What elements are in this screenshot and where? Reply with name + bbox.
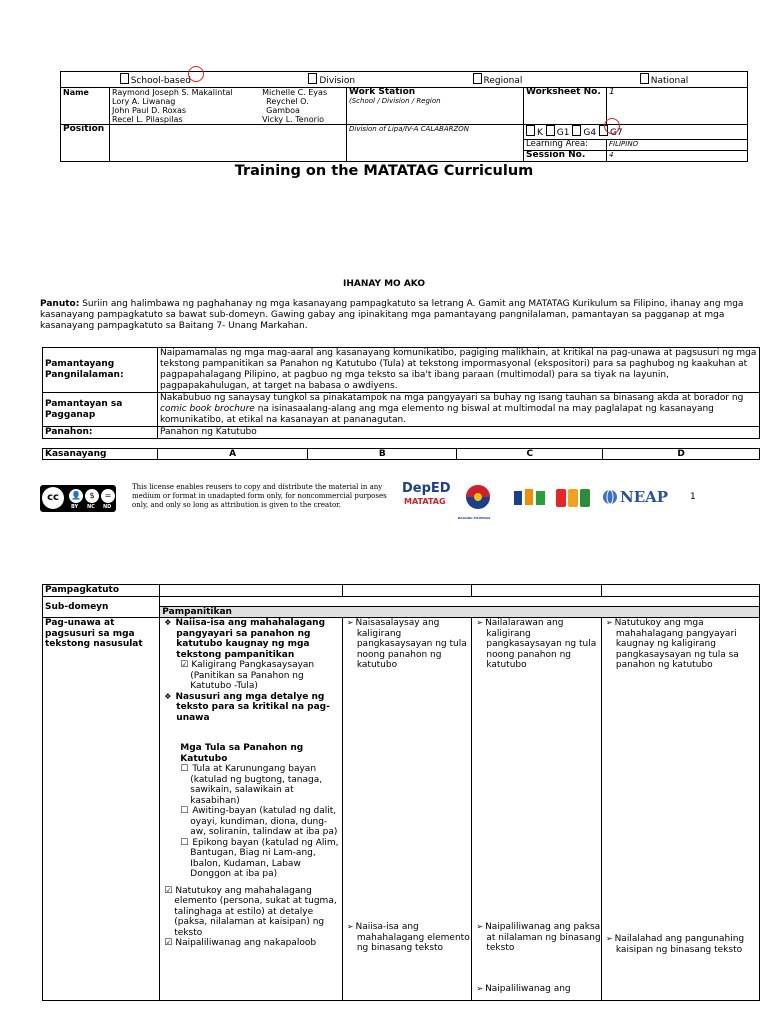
name-entry: Recel L. Pilaspilas	[112, 115, 183, 124]
session-label: Session No.	[524, 151, 607, 162]
grade-g1[interactable]: G1	[546, 128, 570, 138]
work-station-cell	[347, 88, 524, 125]
competency-item: ❖ Naiisa-isa ang mahahalagang pangyayari sa panahon ng katutubo kaugnay ng mga tekstong pampanitikan	[162, 618, 340, 660]
work-station-value[interactable]: Division of Lipa/IV-A CALABARZON	[347, 125, 524, 162]
checkbox-icon	[546, 125, 555, 136]
table-row	[43, 427, 760, 439]
column-header-a: A	[158, 449, 308, 460]
column-b-cell[interactable]	[342, 618, 472, 1001]
learning-area-label: Learning Area:	[524, 140, 607, 151]
instructions	[40, 299, 752, 332]
annotation-circle	[604, 118, 620, 134]
table-row	[43, 596, 760, 618]
standard-label: Panahon:	[43, 427, 158, 439]
grade-g4[interactable]: G4	[572, 128, 596, 138]
column-header-b: B	[308, 449, 457, 460]
kasanayan-header	[42, 448, 760, 460]
checkbox-icon	[526, 125, 535, 136]
standard-text: Naipamamalas ng mga mag-aaral ang kasanayang komunikatibo, pagiging malikhain, at kritikal na pag-unawa at pagsusuri ng mga tekstong pampanitikan sa Panahon ng Katutubo (Tula) at tekstong impormasyonal (ekspositori) para sa paghubog ng kaakuhan at pagpapahalagang Pilipino, at pagbuo ng mga teksto sa iba't ibang paraan (multimodal) para sa tiyak na layunin, pagpapakahulugan, at target na babasa o awdiyens.	[158, 348, 760, 393]
competency-item: ➢ Nailalahad ang pangunahing kaisipan ng binasang teksto	[604, 934, 760, 955]
names-col1	[112, 88, 262, 124]
bld-logo	[554, 487, 592, 509]
table-cell	[160, 585, 343, 597]
table-cell	[601, 585, 759, 597]
checkbox-icon	[572, 125, 581, 136]
checkbox-icon	[120, 73, 129, 84]
level-row	[61, 72, 748, 88]
subdomain-value: Pampanitikan	[160, 606, 759, 618]
nd-icon: =	[100, 488, 116, 504]
column-header-d: D	[603, 449, 760, 460]
position-label: Position	[61, 125, 110, 162]
standard-text: Nakabubuo ng sanaysay tungkol sa pinakatampok na mga pangyayari sa buhay ng isang tauhan sa binasang akda at borador ng comic book brochure na isinasaalang-alang ang mga elemento ng biswal at multimodal na may paglalapat ng kasanayang komunikatibo, at etikal na kasanayan at pananagutan.	[158, 393, 760, 427]
grade-row	[524, 125, 748, 140]
competency-item: ➢ Nailalarawan ang kaligirang pangkasaysayan ng tula noong panahon ng katutubo	[474, 618, 599, 671]
matatag-logo: MATATAG	[404, 497, 446, 506]
bfd-logo	[512, 487, 548, 509]
tula-item: ☐ Tula at Karunungang bayan (katulad ng bugtong, tanaga, sawikain, salawikain at kasabihan)	[162, 764, 340, 806]
column-header-c: C	[457, 449, 603, 460]
work-station-hint: (School / Division / Region	[349, 97, 441, 105]
standard-label: Pamantayan sa Pagganap	[43, 393, 158, 427]
instructions-label: Panuto:	[40, 299, 80, 309]
cc-icon: cc	[42, 487, 64, 509]
deped-logo: DepED	[402, 481, 451, 496]
learning-area-value[interactable]: FILIPINO	[607, 140, 748, 151]
by-icon: 👤	[68, 488, 84, 504]
table-cell	[472, 585, 602, 597]
checkbox-icon	[640, 73, 649, 84]
level-school-based[interactable]: School-based	[120, 73, 191, 86]
annotation-circle	[188, 66, 204, 82]
subdomain-cell	[160, 596, 760, 618]
worksheet-label: Worksheet No.	[524, 88, 607, 125]
competency-subitem: ☑ Kaligirang Pangkasaysayan (Panitikan sa Panahon ng Katutubo -Tula)	[162, 660, 340, 692]
name-entry: John Paul D. Roxas	[112, 106, 187, 115]
row-label-pampagkatuto: Pampagkatuto	[43, 585, 160, 597]
competency-item: ➢ Naiisa-isa ang mahahalagang elemento ng binasang teksto	[345, 922, 473, 954]
by-label: BY	[71, 504, 79, 510]
name-entry: Vicky L. Tenorio	[262, 115, 325, 124]
column-c-cell[interactable]	[472, 618, 602, 1001]
license-text: This license enables reusers to copy and distribute the material in any medium or format in unadapted form only, for noncommercial purposes only, and only so long as attribution is given to the creator.	[132, 483, 387, 509]
neap-globe-icon	[602, 489, 618, 505]
session-value[interactable]: 4	[607, 151, 748, 162]
worksheet-value[interactable]: 1	[607, 88, 748, 125]
checkbox-icon	[473, 73, 482, 84]
checked-item: ☑ Naipaliliwanag ang nakapaloob	[162, 938, 340, 949]
tula-item: ☐ Awiting-bayan (katulad ng dalit, oyayi, kundiman, diona, dung-aw, soliranin, talindaw at iba pa)	[162, 806, 340, 838]
license-footer	[40, 483, 740, 523]
level-regional[interactable]: Regional	[473, 73, 523, 86]
section-title: IHANAY MO AKO	[342, 279, 426, 289]
competency-item: ➢ Naisasalaysay ang kaligirang pangkasaysayan ng tula noong panahon ng katutubo	[345, 618, 470, 671]
competency-item: ➢ Natutukoy ang mga mahahalagang pangyayari kaugnay ng kaligirang pangkasaysayan ng tula sa panahon ng katutubo	[604, 618, 757, 671]
grade-g7[interactable]: G7	[599, 128, 623, 138]
grade-k[interactable]: K	[526, 128, 543, 138]
neap-logo: NEAP	[620, 488, 669, 506]
tula-item: ☐ Epikong bayan (katulad ng Alim, Bantugan, Biag ni Lam-ang, Ibalon, Kudaman, Labaw Donggon at iba pa)	[162, 838, 340, 880]
names-col2	[262, 88, 344, 124]
nd-label: ND	[103, 504, 112, 510]
competency-table	[42, 584, 760, 1001]
page-title: Training on the MATATAG Curriculum	[234, 163, 534, 179]
nc-label: NC	[87, 504, 95, 510]
level-national[interactable]: National	[640, 73, 689, 86]
work-station-label: Work Station	[349, 87, 416, 97]
table-cell	[342, 585, 472, 597]
table-row	[43, 348, 760, 393]
checked-item: ☑ Natutukoy ang mahahalagang elemento (persona, sukat at tugma, talinghaga at estilo) at detalye (paksa, nilalaman at kaisipan) ng teksto	[162, 886, 340, 939]
header-form	[60, 71, 748, 162]
instructions-text: Suriin ang halimbawa ng paghahanay ng mga kasanayang pampagkatuto sa letrang A. Gamit ang MATATAG Kurikulum sa Filipino, ihanay ang mga kasanayang pampagkatuto sa bawat sub-domeyn. Gawing gabay ang ipinakitang mga pamantayang pangnilalaman, pamantayan sa pagganap at mga kasanayang pampagkatuto sa Baitang 7- Unang Markahan.	[40, 299, 744, 331]
cc-license-badge[interactable]	[40, 485, 116, 512]
row-label-domain: Pag-unawa at pagsusuri sa mga tekstong nasusulat	[43, 618, 160, 1001]
tula-heading: Mga Tula sa Panahon ng Katutubo	[180, 743, 304, 764]
table-row	[43, 393, 760, 427]
table-row	[43, 585, 760, 597]
name-entry: Reychel O. Gamboa	[266, 97, 309, 115]
name-entry: Michelle C. Eyas	[262, 88, 328, 97]
competency-item: ❖ Nasusuri ang mga detalye ng teksto para sa kritikal na pag-unawa	[162, 692, 340, 724]
subdomain-label: Sub-domeyn	[43, 596, 160, 618]
competency-item: ➢ Naipaliliwanag ang paksa at nilalaman ng binasang teksto	[474, 922, 602, 954]
column-d-cell[interactable]	[601, 618, 759, 1001]
names[interactable]	[110, 88, 347, 125]
name-entry: Raymond Joseph S. Makalintal	[112, 88, 233, 97]
nc-icon: $	[84, 488, 100, 504]
bagong-pilipinas-text: BAGONG PILIPINAS	[458, 516, 491, 520]
level-division[interactable]: Division	[308, 73, 355, 86]
table-row	[43, 618, 760, 1001]
standards-table	[42, 347, 760, 439]
name-label: Name	[61, 88, 110, 125]
checkbox-icon	[308, 73, 317, 84]
kasanayan-label: Kasanayang	[43, 449, 158, 460]
page-number: 1	[690, 492, 696, 502]
column-a-cell[interactable]	[160, 618, 343, 1001]
name-entry: Lory A. Liwanag	[112, 97, 176, 106]
standard-label: Pamantayang Pangnilalaman:	[43, 348, 158, 393]
position-value[interactable]	[110, 125, 347, 162]
standard-text: Panahon ng Katutubo	[158, 427, 760, 439]
competency-item: ➢ Naipaliliwanag ang	[474, 984, 602, 995]
bagong-pilipinas-logo	[460, 483, 496, 517]
